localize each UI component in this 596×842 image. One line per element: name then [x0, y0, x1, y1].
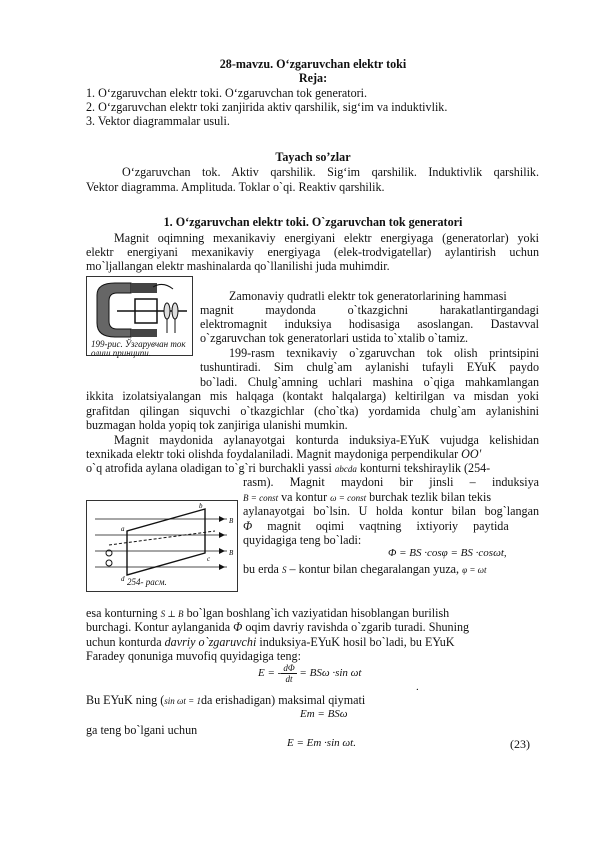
- paragraph-line: [86, 606, 539, 621]
- paragraph-line: quyidagiga teng bo`ladi:: [243, 533, 362, 547]
- paragraph-line: [86, 620, 539, 634]
- formula-inline: S ⊥ B: [160, 609, 184, 619]
- text-run: burchagi. Kontur aylanganida: [86, 620, 231, 634]
- formula-inline: B = const: [243, 493, 279, 503]
- fraction-numerator: dΦ: [283, 663, 295, 673]
- svg-text:a: a: [121, 525, 125, 533]
- keywords-line: Vektor diagramma. Amplituda. Toklar o`qi. Reaktiv qarshilik.: [86, 180, 385, 194]
- paragraph-line: [243, 519, 539, 533]
- paragraph-line: ga teng bo`lgani uchun: [86, 723, 198, 737]
- text-run: konturni tekshiraylik (254-: [359, 461, 491, 475]
- equation-punct: .: [416, 681, 419, 693]
- svg-text:B: B: [229, 549, 234, 557]
- equation-punct: .: [353, 737, 356, 749]
- keywords-heading: Tayach so’zlar: [275, 150, 351, 164]
- flux-symbol: Φ: [243, 519, 253, 533]
- text-run: burchak tezlik bilan tekis: [369, 490, 492, 504]
- paragraph-line: grafitdan qilingan siquvchi o`tkazgichlar (cho`tka) yordamida chulg`am aylanishini: [86, 404, 539, 418]
- figure-199-generator: [86, 276, 193, 356]
- equation-max-emf: Em = BSω: [300, 708, 348, 720]
- paragraph-line: magnit maydonda o`tkazgichni harakatlantirgandagi: [200, 303, 539, 317]
- paragraph-line: [243, 490, 539, 505]
- paragraph-line: Magnit oqimning mexanikaviy energiyani elektr energiyaga (generatorlar) yoki: [114, 231, 539, 245]
- paragraph-line: Faradey qonuniga muvofiq quyidagiga teng:: [86, 649, 301, 663]
- paragraph-line: elektromagnit induksiya hodisasiga asoslangan. Dastavval: [200, 317, 539, 331]
- page-title: 28-mavzu. O‘zgaruvchan elektr toki: [219, 57, 407, 71]
- equation-number: (23): [510, 737, 530, 751]
- paragraph-line: 199-rasm texnikaviy o`zgaruvchan tok olish printsipini: [229, 346, 539, 360]
- paragraph-line: [86, 461, 539, 476]
- paragraph-line: [86, 447, 539, 461]
- text-run: texnikada elektr toki olishda foydalaniladi. Magnit maydoniga perpendikular: [86, 447, 459, 461]
- text-run: oqim davriy ravishda o`zgarib turadi. Shuning: [245, 620, 470, 634]
- svg-text:b: b: [199, 502, 203, 510]
- paragraph-line: aylanayotgai bo`lsin. U holda kontur bilan bog`langan: [243, 504, 539, 518]
- text-run: esa konturning: [86, 606, 158, 620]
- svg-text:c: c: [207, 555, 211, 563]
- text-run: magnit oqimi vaqtning ixtiyoriy paytida: [267, 519, 509, 533]
- equation-punct: ,: [503, 547, 507, 559]
- keywords-line: O‘zgaruvchan tok. Aktiv qarshilik. Sig‘im qarshilik. Induktivlik qarshilik.: [122, 165, 539, 179]
- paragraph-line: mo`ljallangan elektr mashinalarda qo`llanilishi juda muhimdir.: [86, 259, 390, 273]
- text-run: da erishadigan) maksimal qiymati: [200, 693, 366, 707]
- text-run: uchun konturda: [86, 635, 162, 649]
- svg-text:d: d: [121, 575, 125, 583]
- figure-254-caption: 254- расм.: [127, 577, 167, 587]
- paragraph-line: Magnit maydonida aylanayotgai konturda induksiya-EYuK vujudga kelishidan: [114, 433, 539, 447]
- paragraph-line: buzmagan holda yopiq tok zanjiriga ulanishi mumkin.: [86, 418, 348, 432]
- plan-item: 2. O‘zgaruvchan elektr toki zanjirida aktiv qarshilik, sig‘im va induktivlik.: [86, 100, 448, 114]
- paragraph-line: rasm). Magnit maydoni bir jinsli – induksiya: [243, 475, 539, 489]
- paragraph-line: bo`ladi. Chulg`amning uchlari mashina o`qiga mahkamlangan: [200, 375, 539, 389]
- paragraph-line: ikkita izolatsiyalangan mis halqaga (kontakt halqalarga) keltirilgan va misdan yoki: [86, 389, 539, 403]
- fraction: [281, 663, 296, 684]
- area-symbol: S: [281, 565, 287, 575]
- plan-item: 1. O‘zgaruvchan elektr toki. O‘zgaruvchan tok generatori.: [86, 86, 368, 100]
- equation-text: Φ = BS ·cosφ = BS ·cosωt: [388, 547, 504, 559]
- figure-199-caption: 199-рис. Ўзгарувчан ток олиш принципи.: [91, 339, 186, 358]
- svg-text:B: B: [229, 517, 234, 525]
- equation-text: E = Em ·sin ωt: [287, 737, 354, 749]
- paragraph-line: Zamonaviy qudratli elektr tok generatorlarining hammasi: [229, 289, 507, 303]
- text-run: va kontur: [281, 490, 328, 504]
- text-run: bu erda: [243, 562, 279, 576]
- plan-heading: Reja:: [298, 71, 328, 85]
- equation-emf: [287, 737, 356, 749]
- text-run: induksiya-EYuK hosil bo`ladi, bu EYuK: [259, 635, 455, 649]
- equation-text: = BSω ·sin ωt: [299, 667, 362, 680]
- equation-text: E = -: [258, 667, 282, 680]
- equation-faraday: [258, 663, 362, 684]
- paragraph-line: elektr energiyani mexanikaviy energiyaga (elek-trodvigatellar) aylantirish uchun: [86, 245, 539, 259]
- generator-drawing: [87, 277, 192, 341]
- plan-item: 3. Vektor diagrammalar usuli.: [86, 114, 230, 128]
- paragraph-line: o`zgaruvchan tok generatorlari ustida to`xtalib o`tamiz.: [200, 331, 468, 345]
- text-run: – kontur bilan chegaralangan yuza,: [289, 562, 460, 576]
- paragraph-line: tushuntiradi. Sim chulg`am aylanishi tufayli EYuK paydo: [200, 360, 539, 374]
- axis-symbol: OO': [461, 447, 482, 461]
- paragraph-line: [86, 635, 539, 649]
- paragraph-line: [86, 693, 539, 708]
- flux-symbol: Φ: [233, 620, 243, 634]
- formula-inline: φ = ωt: [462, 565, 487, 575]
- formula-inline: sin ωt = 1: [164, 696, 201, 706]
- equation-flux: [388, 547, 507, 559]
- figure-254-rotating-contour: [86, 500, 238, 592]
- text-run: bo`lgan boshlang`ich vaziyatidan hisoblangan burilish: [186, 606, 450, 620]
- fraction-denominator: dt: [285, 674, 293, 684]
- section-heading: 1. O‘zgaruvchan elektr toki. O`zgaruvchan tok generatori: [163, 215, 463, 229]
- contour-symbol: abcda: [334, 464, 357, 474]
- emphasis-text: davriy o`zgaruvchi: [164, 635, 257, 649]
- formula-inline: ω = const: [330, 493, 367, 503]
- text-run: o`q atrofida aylana oladigan to`g`ri burchakli yassi: [86, 461, 332, 475]
- paragraph-line: [243, 562, 539, 577]
- text-run: Bu EYuK ning (: [86, 693, 165, 707]
